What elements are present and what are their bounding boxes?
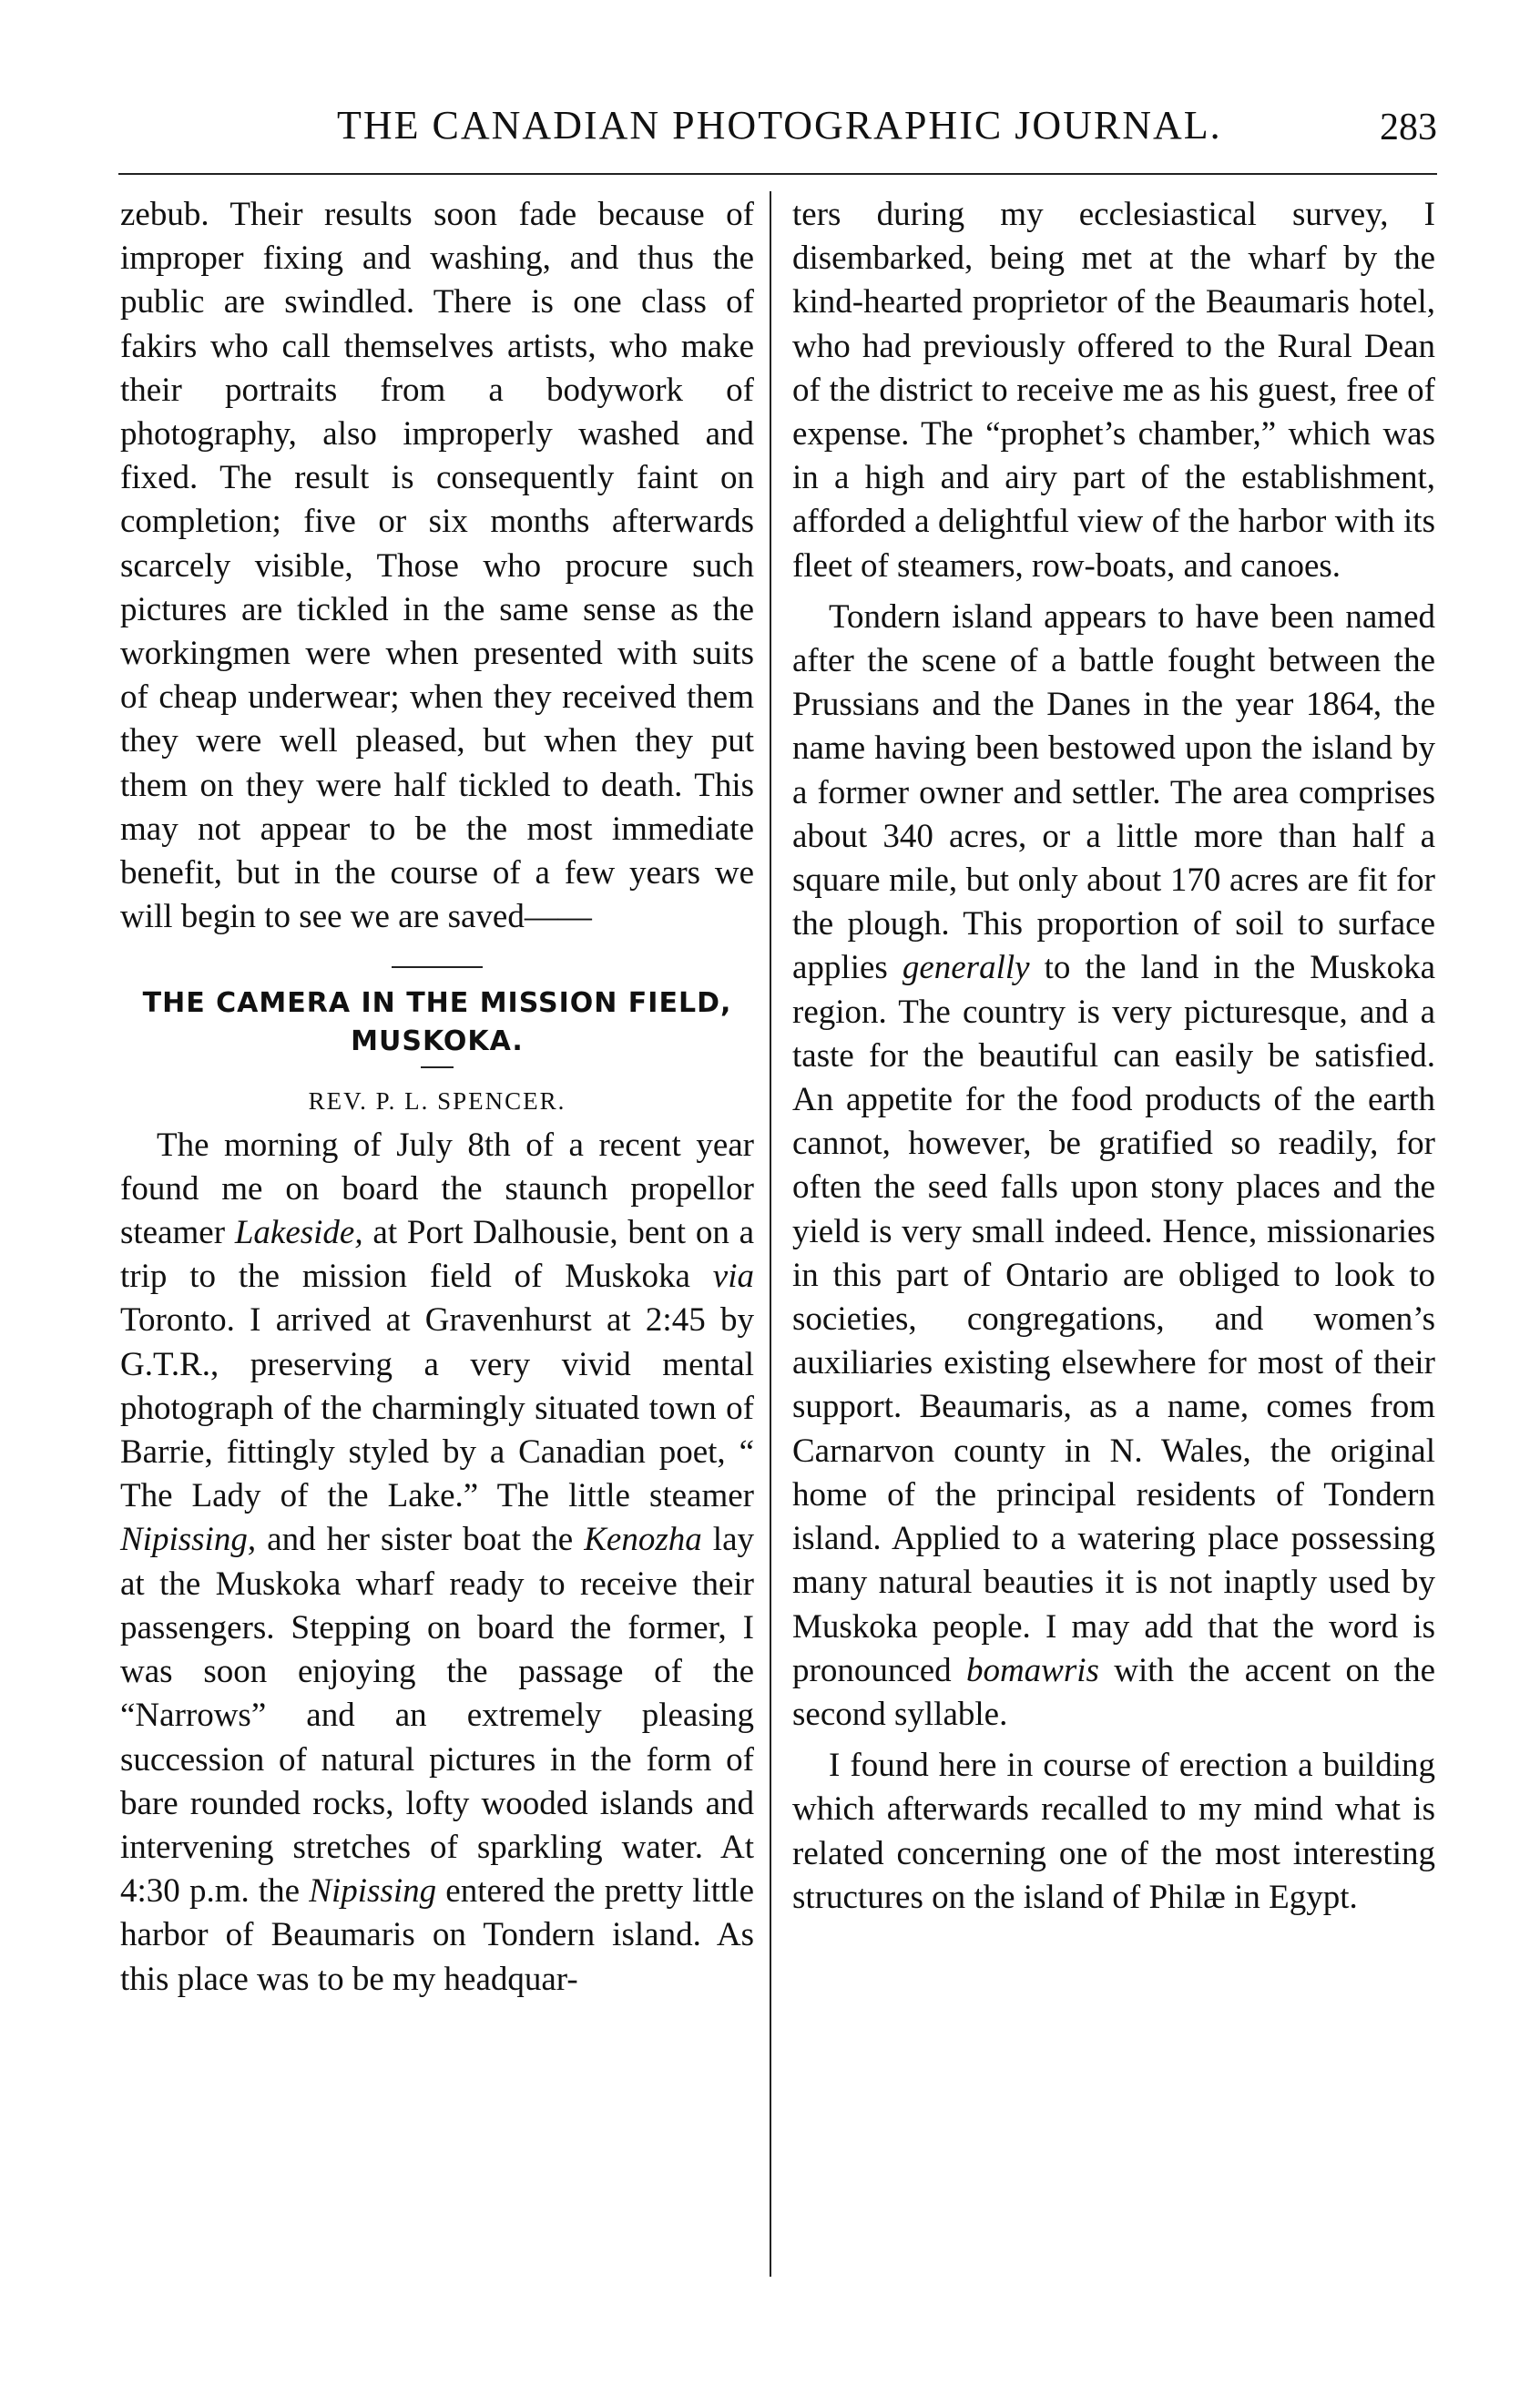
text-run: and her sister boat the (267, 1521, 574, 1559)
article-title: THE CAMERA IN THE MISSION FIELD, MUSKOKA. (142, 987, 732, 1058)
column-divider (770, 191, 771, 2277)
text-run: Tondern island appears to have been named after the scene of a battle fought between the Prussians and the Danes in the year 1864, the name having been bestowed upon the island by a former owner and settler. The area comprises about 340 acres, or a little more than half a square mile, but only about 170 acres are fit for the plough. This proportion of soil to surface applies (792, 597, 1435, 987)
tondern-paragraph (792, 596, 1435, 1737)
author-byline: REV. P. L. SPENCER. (308, 1087, 566, 1116)
ship-name: Kenozha (584, 1521, 702, 1559)
article-opening-paragraph (120, 1124, 754, 2002)
ship-name: Nipissing (309, 1872, 437, 1911)
header-rule (118, 173, 1437, 175)
text-run: The morning of July 8th of a recent year found me on board the staunch propellor steamer (120, 1126, 754, 1252)
right-column (792, 193, 1435, 1920)
running-head: THE CANADIAN PHOTOGRAPHIC JOURNAL. (337, 103, 1222, 148)
text-run: Toronto. I arrived at Gravenhurst at 2:45 by G.T.R., preserving a very vivid mental photograph of the charmingly situated town of Barrie, fittingly styled by a Canadian poet, “ The Lady of the Lake.” The little steamer (120, 1301, 754, 1515)
text-run: at Port Dalhousie, bent on a trip to the mission field of Muskoka (120, 1214, 755, 1296)
continued-paragraph: ters during my ecclesiastical survey, I disembarked, being met at the wharf by the kind-hearted proprietor of the Beaumaris hotel, who had previously offered to the Rural Dean of the district to receive me as his guest, free of expense. The “prophet’s chamber,” which was in a high and airy part of the establishment, afforded a delightful view of the harbor with its fleet of steamers, row-boats, and canoes. (792, 196, 1435, 585)
continued-paragraph: zebub. Their results soon fade because of improper fixing and washing, and thus the public are swindled. There is one class of fakirs who call themselves artists, who make their portraits from a bodywork of photography, also improperly washed and fixed. The result is consequently faint on completion; five or six months afterwards scarcely visible, Those who procure such pictures are tickled in the same sense as the workingmen were when presented with suits of cheap underwear; when they received them they were well pleased, but when they put them on they were half tickled to death. This may not appear to be the most immediate benefit, but in the course of a few years we will begin to see we are saved—— (120, 196, 754, 936)
ship-name: Nipissing, (120, 1521, 257, 1559)
ship-name: Lakeside, (234, 1214, 363, 1252)
italic-word: via (712, 1258, 754, 1296)
text-run: to the land in the Muskoka region. The country is very picturesque, and a taste for the beautiful can easily be satisfied. An appetite for the food products of the earth cannot, however, be gratified so readily, for often the seed falls upon stony places and the yield is very small indeed. Hence, missionaries in this part of Ontario are obliged to look to societies, congregations, and women’s auxiliaries existing elsewhere for most of their support. Beaumaris, as a name, comes from Carnarvon county in N. Wales, the original home of the principal residents of Tondern island. Applied to a watering place possessing many natural beauties it is not inaptly used by Muskoka people. I may add that the word is pronounced (792, 949, 1436, 1689)
text-run: with the accent on the second syllable. (792, 1651, 1435, 1733)
title-rule (421, 1066, 454, 1068)
section-rule (392, 966, 483, 968)
left-column (120, 193, 754, 2002)
page-number: 283 (1380, 107, 1437, 148)
italic-word: generally (902, 949, 1030, 987)
text-run: entered the pretty little harbor of Beaumaris on Tondern island. As this place was to be my headquar- (120, 1872, 754, 1998)
page-header (118, 102, 1437, 157)
closing-paragraph: I found here in course of erection a building which afterwards recalled to my mind what is related concerning one of the most interesting structures on the island of Philæ in Egypt. (792, 1747, 1435, 1916)
text-run: lay at the Muskoka wharf ready to receive their passengers. Stepping on board the former, I was soon enjoying the passage of the “Narrows” and an extremely pleasing succession of natural pictures in the form of bare rounded rocks, lofty wooded islands and intervening stretches of sparkling water. At 4:30 p.m. the (120, 1521, 754, 1911)
italic-word: bomawris (965, 1651, 1099, 1689)
